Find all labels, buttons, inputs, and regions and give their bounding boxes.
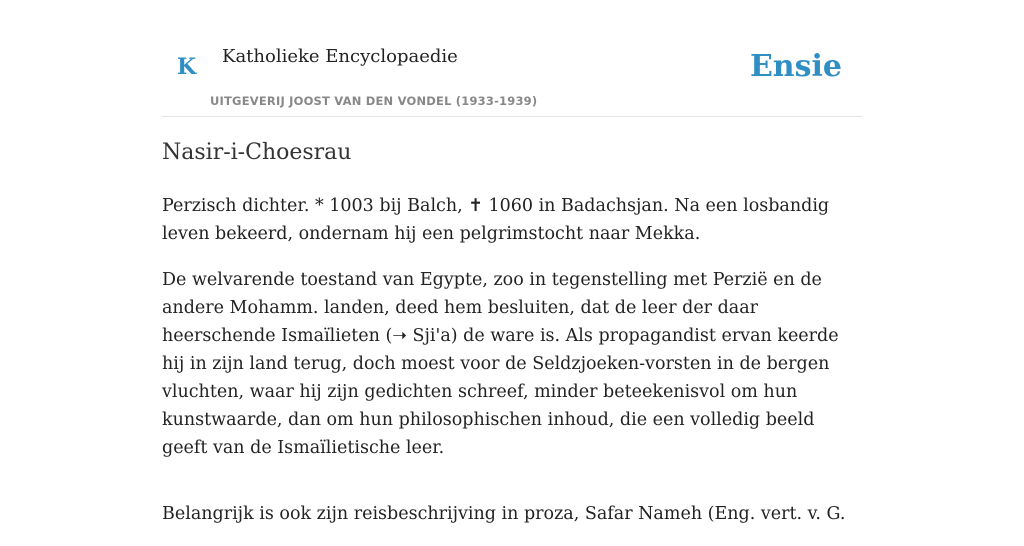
publisher-label: UITGEVERIJ JOOST VAN DEN VONDEL (1933-1939) (210, 94, 538, 108)
article-title: Nasir-i-Choesrau (162, 140, 352, 165)
book-title[interactable]: Katholieke Encyclopaedie (222, 46, 458, 67)
encyclopedia-logo[interactable]: K (177, 54, 197, 80)
article-paragraph: Perzisch dichter. * 1003 bij Balch, ✝ 1060 in Badachsjan. Na een losbandig leven bekeerd, ondernam hij een pelgrimstocht naar Mekka. (162, 196, 830, 244)
header (162, 0, 862, 117)
page-container (162, 0, 862, 524)
article-body (162, 192, 862, 546)
article-paragraph: De welvarende toestand van Egypte, zoo in tegenstelling met Perzië en de andere Mohamm. landen, deed hem besluiten, dat de leer der daar heerschende Ismaïlieten (➝ Sji'a) de ware is. Als propagandist ervan keerde hij in zijn land terug, doch moest voor de Seldzjoeken-vorsten in de bergen vluchten, waar hij zijn gedichten schreef, minder beteekenisvol om hun kunstwaarde, dan om hun philosophischen inhoud, die een volledig beeld geeft van de Ismaïlietische leer. (162, 270, 839, 458)
article-paragraph: Belangrijk is ook zijn reisbeschrijving in proza, Safar Nameh (Eng. vert. v. G. (162, 504, 846, 524)
ensie-logo-link[interactable]: Ensie (749, 49, 842, 84)
